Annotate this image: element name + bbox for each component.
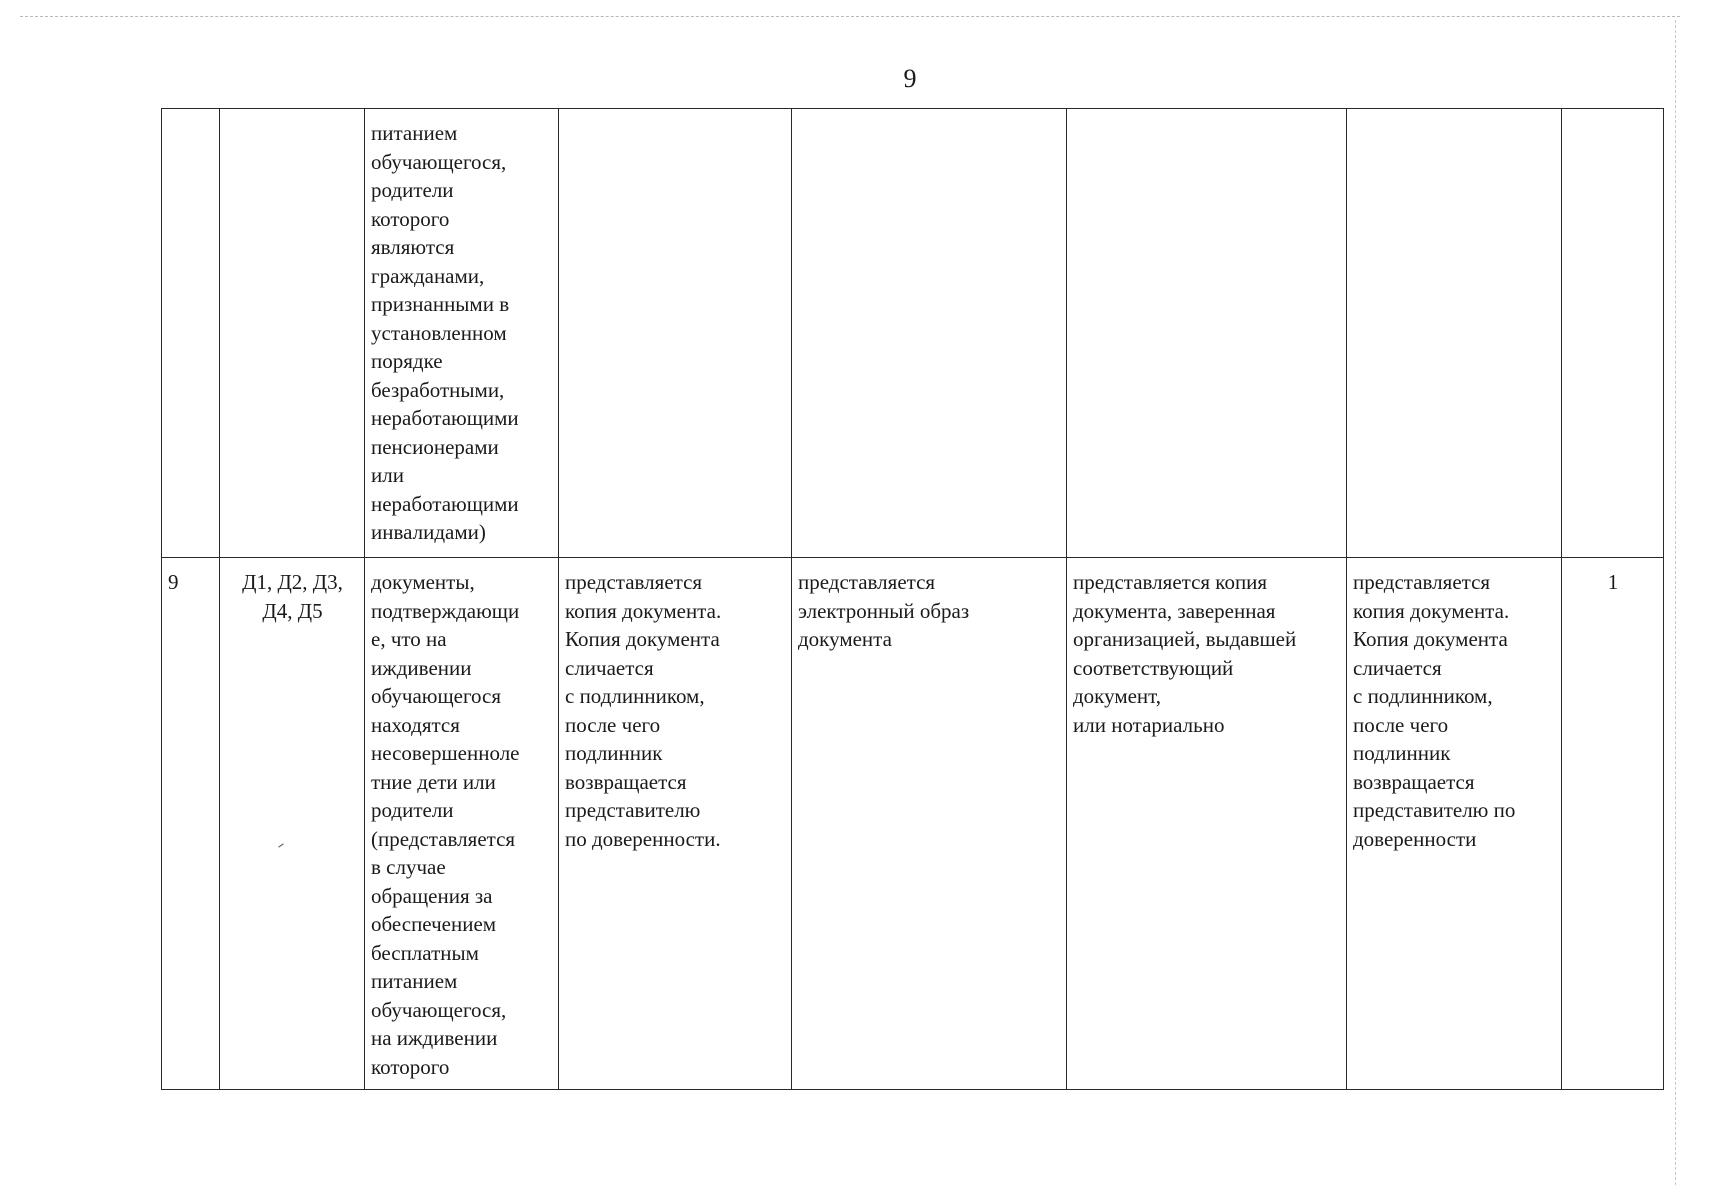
cell-electronic: представляется электронный образ документа bbox=[792, 558, 1067, 1090]
scan-edge-right bbox=[1675, 20, 1676, 1185]
cell-number bbox=[162, 109, 220, 558]
scan-edge-top bbox=[20, 16, 1680, 17]
cell-mfc bbox=[1347, 109, 1562, 558]
page-number: 9 bbox=[903, 64, 917, 93]
cell-in-person: представляется копия документа. Копия документа сличается с подлинником, после чего подлинник возвращается представителю по доверенности. bbox=[559, 558, 792, 1090]
cell-document-name: документы, подтверждающи е, что на иждивении обучающегося находятся несовершенноле тние дети или родители (представляется в случае обращения за обеспечением бесплатным питанием обучающегося, на иждивении которого bbox=[365, 558, 559, 1090]
cell-mfc: представляется копия документа. Копия документа сличается с подлинником, после чего подлинник возвращается представителю по доверенности bbox=[1347, 558, 1562, 1090]
cell-count bbox=[1562, 109, 1664, 558]
cell-in-person bbox=[559, 109, 792, 558]
cell-categories bbox=[220, 109, 365, 558]
cell-categories: Д1, Д2, Д3, Д4, Д5 bbox=[220, 558, 365, 1090]
table-row bbox=[162, 109, 1664, 558]
table-row bbox=[162, 558, 1664, 1090]
cell-by-mail: представляется копия документа, заверенная организацией, выдавшей соответствующий документ, или нотариально bbox=[1067, 558, 1347, 1090]
cell-document-name: питанием обучающегося, родители которого являются гражданами, признанными в установленном порядке безработными, неработающими пенсионерами или неработающими инвалидами) bbox=[365, 109, 559, 558]
cell-by-mail bbox=[1067, 109, 1347, 558]
cell-count: 1 bbox=[1562, 558, 1664, 1090]
documents-table bbox=[161, 108, 1664, 1090]
cell-electronic bbox=[792, 109, 1067, 558]
cell-number: 9 bbox=[162, 558, 220, 1090]
